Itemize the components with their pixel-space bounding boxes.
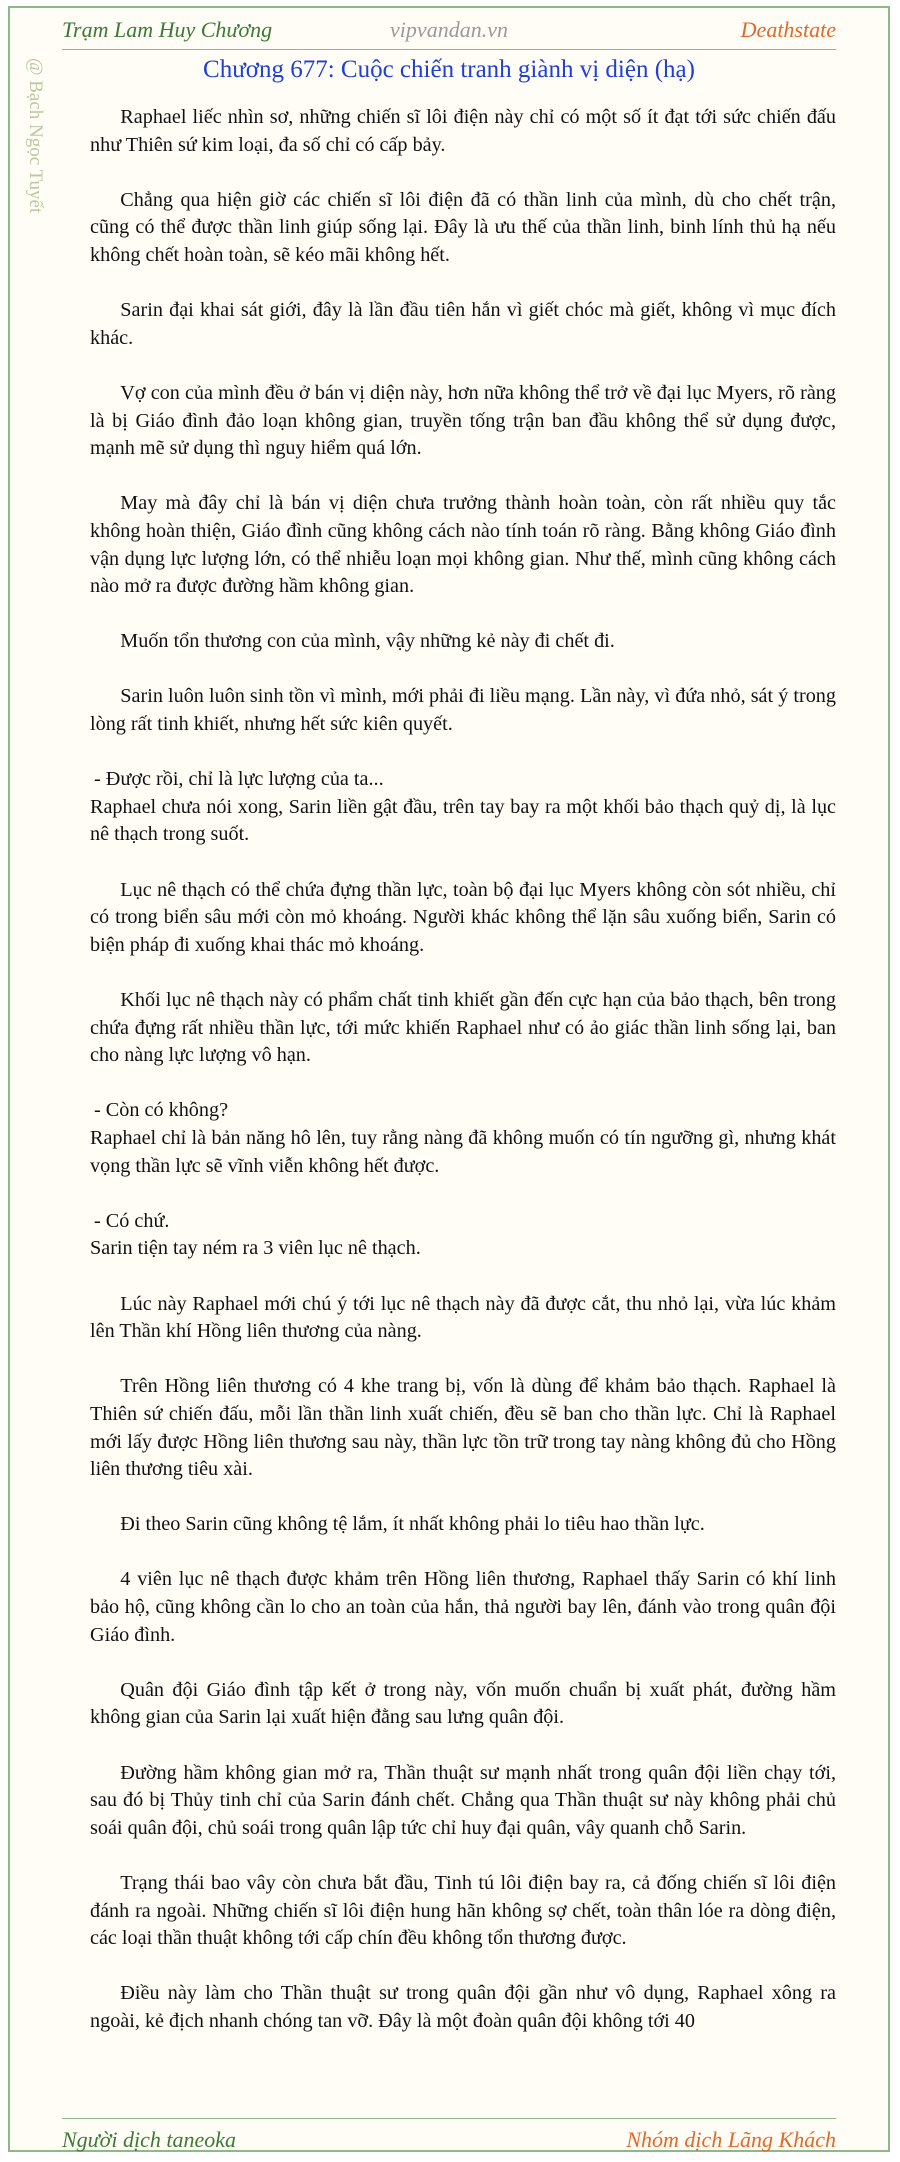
footer-group: Nhóm dịch Lãng Khách [626,2127,836,2152]
paragraph: Đi theo Sarin cũng không tệ lắm, ít nhất không phải lo tiêu hao thần lực. [120,1513,705,1536]
paragraph: Vợ con của mình đều ở bán vị diện này, hơn nữa không thể trở về đại lục Myers, rõ ràng là bị Giáo đình đảo loạn không gian, truyền tống trận ban đầu không thể sử dụng được, mạnh mẽ sử dụng thì nguy hiểm quá lớn. [90,381,836,460]
paragraph: Chẳng qua hiện giờ các chiến sĩ lôi điện đã có thần linh của mình, dù cho chết trận, cũng có thể được thần linh giúp sống lại. Đây là ưu thế của thần linh, binh lính thủ hạ nếu không chết hoàn toàn, sẽ kéo mãi không hết. [90,188,836,266]
dialogue-line: - Được rồi, chỉ là lực lượng của ta... [94,768,384,791]
watermark-text: @ Bạch Ngọc Tuyết [25,58,46,214]
page-header [62,8,836,50]
paragraph: Raphael chưa nói xong, Sarin liền gật đầu, trên tay bay ra một khối bảo thạch quỷ dị, là lục nê thạch trong suốt. [90,795,836,846]
dialogue-line: - Có chứ. [94,1209,170,1232]
chapter-body [90,104,836,2063]
paragraph: Trạng thái bao vây còn chưa bắt đầu, Tinh tú lôi điện bay ra, cả đống chiến sĩ lôi điện đánh ra ngoài. Những chiến sĩ lôi điện hung hãn không sợ chết, toàn thân lóe ra dòng điện, các loại thần thuật không tới cấp chín đều không tổn thương được. [90,1872,836,1950]
page-footer [62,2118,836,2162]
paragraph: Trên Hồng liên thương có 4 khe trang bị, vốn là dùng để khảm bảo thạch. Raphael là Thiên sứ chiến đấu, mỗi lần thần linh xuất chiến, đều sẽ ban cho thần lực. Chỉ là Raphael mới lấy được Hồng liên thương sau này, thần lực tồn trữ trong tay nàng không đủ cho Hồng liên thương tiêu xài. [90,1375,836,1481]
header-site-name: Trạm Lam Huy Chương [62,17,273,42]
paragraph: Raphael chỉ là bản năng hô lên, tuy rằng nàng đã không muốn có tín ngưỡng gì, nhưng khát vọng thần lực sẽ vĩnh viễn không hết được. [90,1126,836,1177]
dialogue-line: - Còn có không? [94,1099,229,1122]
paragraph: Sarin đại khai sát giới, đây là lần đầu tiên hắn vì giết chóc mà giết, không vì mục đích khác. [90,299,836,349]
paragraph: 4 viên lục nê thạch được khảm trên Hồng liên thương, Raphael thấy Sarin có khí linh bảo hộ, cũng không cần lo cho an toàn của hắn, thả người bay lên, đánh vào trong quân đội Giáo đình. [90,1568,836,1646]
header-book-title: Deathstate [740,17,836,42]
paragraph: Điều này làm cho Thần thuật sư trong quân đội gần như vô dụng, Raphael xông ra ngoài, kẻ địch nhanh chóng tan vỡ. Đây là một đoàn quân đội không tới 40 [90,1982,836,2032]
paragraph: Đường hầm không gian mở ra, Thần thuật sư mạnh nhất trong quân đội liền chạy tới, sau đó bị Thủy tinh chỉ của Sarin đánh chết. Chẳng qua Thần thuật sư này không phải chủ soái quân đội, chủ soái trong quân lập tức chỉ huy đại quân, vây quanh chỗ Sarin. [90,1761,836,1839]
header-url[interactable]: vipvandan.vn [390,17,508,42]
paragraph: Lúc này Raphael mới chú ý tới lục nê thạch này đã được cắt, thu nhỏ lại, vừa lúc khảm lên Thần khí Hồng liên thương của nàng. [90,1292,836,1343]
side-watermark [16,58,46,268]
paragraph: Sarin luôn luôn sinh tồn vì mình, mới phải đi liều mạng. Lần này, vì đứa nhỏ, sát ý trong lòng rất tinh khiết, nhưng hết sức kiên quyết. [90,685,836,736]
page-frame [8,6,890,2152]
paragraph: Khối lục nê thạch này có phẩm chất tinh khiết gần đến cực hạn của bảo thạch, bên trong chứa đựng rất nhiều thần lực, tới mức khiến Raphael như có ảo giác thần linh sống lại, ban cho nàng lực lượng vô hạn. [90,989,836,1067]
chapter-title: Chương 677: Cuộc chiến tranh giành vị diện (hạ) [203,56,695,83]
footer-translator: Người dịch taneoka [62,2127,237,2152]
paragraph: Raphael liếc nhìn sơ, những chiến sĩ lôi điện này chỉ có một số ít đạt tới sức chiến đấu như Thiên sứ kim loại, đa số chỉ có cấp bảy. [90,106,836,156]
paragraph: Sarin tiện tay ném ra 3 viên lục nê thạch. [90,1237,421,1260]
paragraph: Quân đội Giáo đình tập kết ở trong này, vốn muốn chuẩn bị xuất phát, đường hầm không gian của Sarin lại xuất hiện đằng sau lưng quân đội. [90,1678,836,1729]
paragraph: May mà đây chỉ là bán vị diện chưa trưởng thành hoàn toàn, còn rất nhiều quy tắc không hoàn thiện, Giáo đình cũng không cách nào tính toán rõ ràng. Bằng không Giáo đình vận dụng lực lượng lớn, có thể nhiễu loạn mọi không gian. Như thế, mình cũng không cách nào mở ra được đường hầm không gian. [90,492,836,598]
paragraph: Muốn tổn thương con của mình, vậy những kẻ này đi chết đi. [120,630,615,653]
paragraph: Lục nê thạch có thể chứa đựng thần lực, toàn bộ đại lục Myers không còn sót nhiều, chỉ có trong biển sâu mới còn mỏ khoáng. Người khác không thể lặn sâu xuống biển, Sarin có biện pháp đi xuống khai thác mỏ khoáng. [90,878,836,956]
